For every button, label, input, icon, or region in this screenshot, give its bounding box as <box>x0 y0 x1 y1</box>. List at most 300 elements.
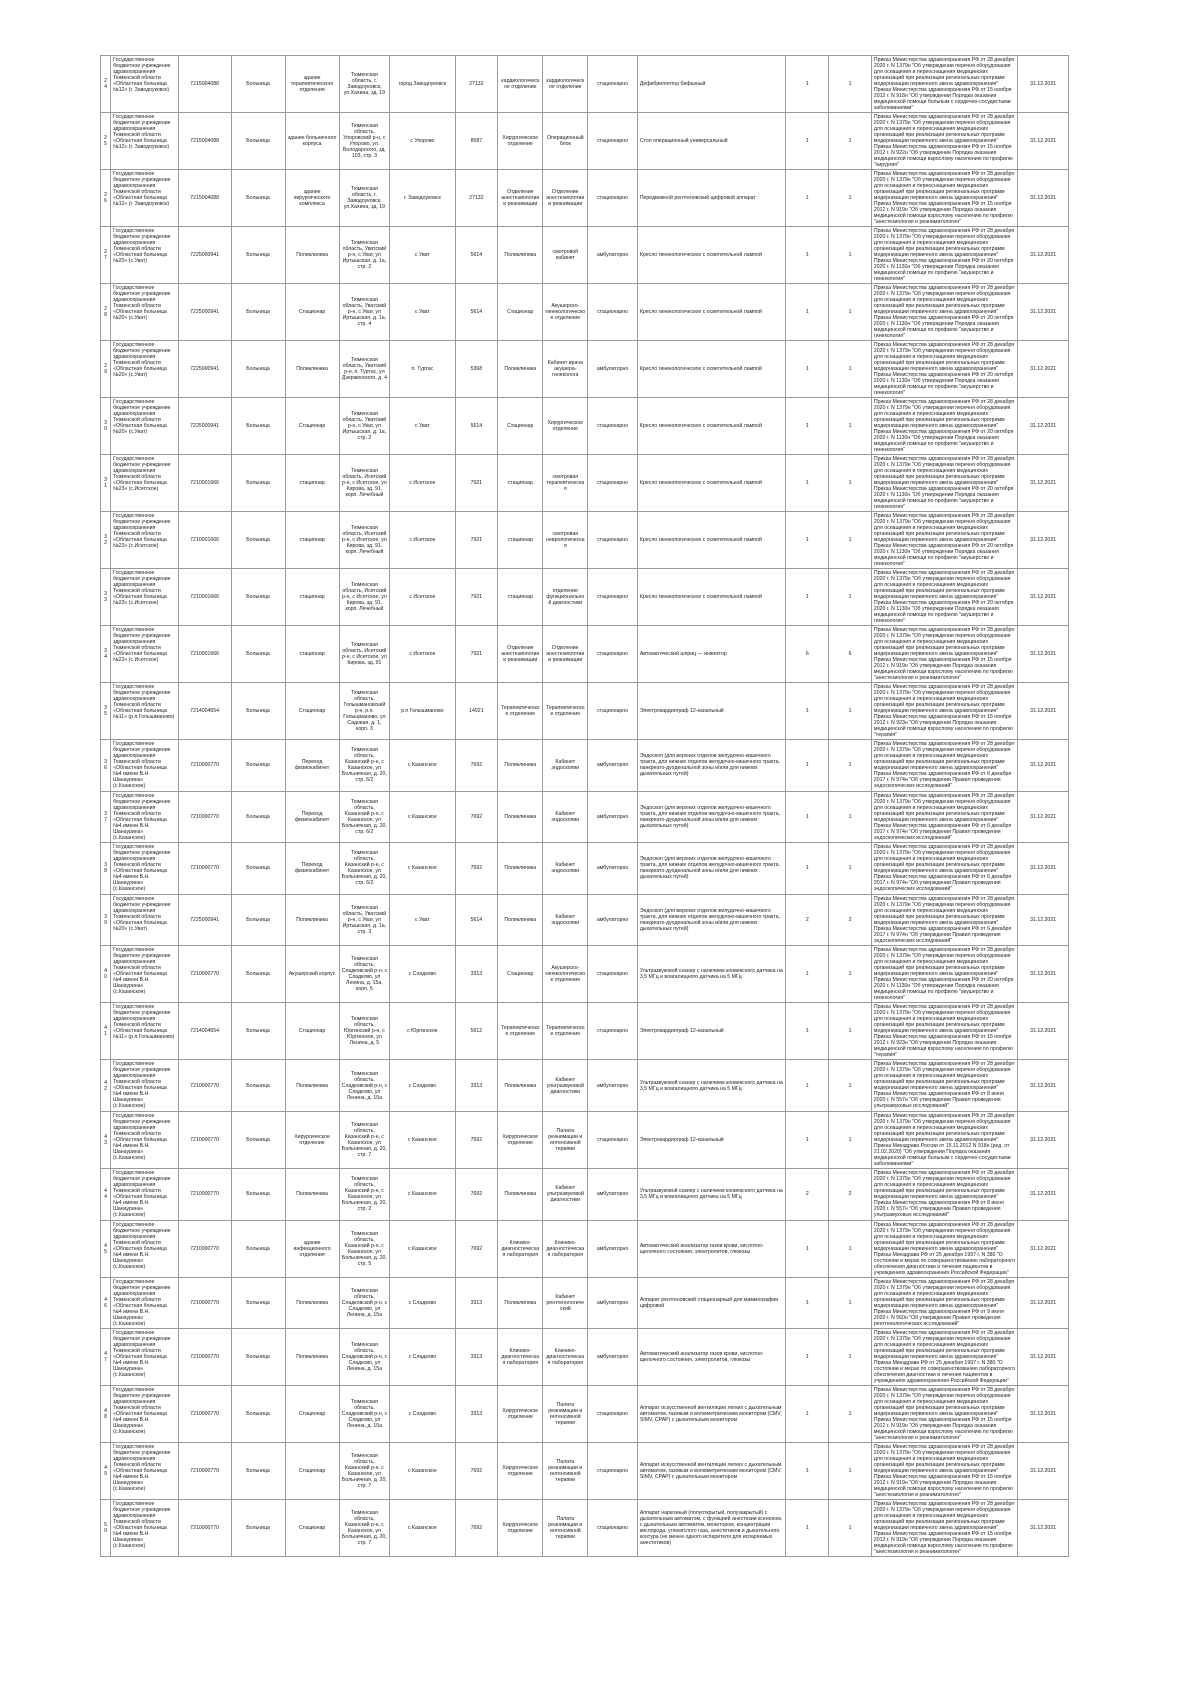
facility-type: Больница <box>231 683 285 740</box>
settlement: с Казанское <box>390 1443 455 1500</box>
organization-name: Государственное бюджетное учреждение здравоохранения Тюменской области «Областная больница №11» (р.п.Голышманово) <box>111 1003 179 1060</box>
table-row <box>101 1277 1069 1329</box>
population: 14921 <box>455 683 498 740</box>
settlement: п. Туртас <box>390 341 455 398</box>
required-quantity: 1 <box>786 1500 829 1557</box>
required-quantity: 2 <box>786 1168 829 1220</box>
population: 5612 <box>455 1003 498 1060</box>
planned-quantity: 1 <box>829 56 872 113</box>
inn: 7214004654 <box>178 1003 231 1060</box>
planned-quantity: 1 <box>829 1060 872 1112</box>
deadline-date: 31.12.2021 <box>1018 227 1069 284</box>
inn: 7210000770 <box>178 1500 231 1557</box>
inn: 7225000941 <box>178 398 231 455</box>
table-row <box>101 1168 1069 1220</box>
building-name: стационар <box>285 569 339 626</box>
population: 7692 <box>455 1168 498 1220</box>
inn: 7210001666 <box>178 512 231 569</box>
population: 3313 <box>455 1277 498 1329</box>
settlement: город Заводоуковск <box>390 56 455 113</box>
facility-type: Больница <box>231 1277 285 1329</box>
address: Тюменская область, Уватский р-н, с Уват, ул Иртышская, д. 1а, стр. 3 <box>339 894 390 946</box>
room: Палата реанимации и интенсивной терапии <box>543 1500 588 1557</box>
building-name: Переход физиокабинет <box>285 791 339 843</box>
deadline-date: 31.12.2021 <box>1018 1329 1069 1386</box>
required-quantity: 1 <box>786 1443 829 1500</box>
deadline-date: 31.12.2021 <box>1018 843 1069 895</box>
deadline-date: 31.12.2021 <box>1018 398 1069 455</box>
row-number: 33 <box>101 569 111 626</box>
row-number: 29 <box>101 341 111 398</box>
table-row <box>101 946 1069 1003</box>
department: стационар <box>498 512 543 569</box>
required-quantity: 1 <box>786 341 829 398</box>
address: Тюменская область, Сладковский р-н, с Сладково, ул Ленина, д. 15а <box>339 1329 390 1386</box>
address: Тюменская область, Уватский р-н, с Уват, ул Иртышская, д. 1а, стр. 2 <box>339 398 390 455</box>
care-condition: амбулаторно <box>588 1220 638 1277</box>
department: Терапевтическое отделение <box>498 1003 543 1060</box>
deadline-date: 31.12.2021 <box>1018 683 1069 740</box>
table-row <box>101 626 1069 683</box>
facility-type: Больница <box>231 740 285 792</box>
settlement: с Исетское <box>390 455 455 512</box>
row-number: 25 <box>101 113 111 170</box>
required-quantity: 1 <box>786 740 829 792</box>
planned-quantity: 1 <box>829 1329 872 1386</box>
equipment-name: Эндоскоп (для верхних отделов желудочно-кишечного тракта, для нижних отделов желудочно-кишечного тракта, панкреато-дуоденальной зоны и/или для нижних дыхательных путей) <box>637 843 786 895</box>
department: Хирургическое отделение <box>498 113 543 170</box>
row-number: 46 <box>101 1277 111 1329</box>
required-quantity: 2 <box>786 894 829 946</box>
population: 7692 <box>455 1111 498 1168</box>
facility-type: Больница <box>231 455 285 512</box>
organization-name: Государственное бюджетное учреждение здравоохранения Тюменской области «Областная больница №23» (с.Исетское) <box>111 626 179 683</box>
table-row <box>101 1060 1069 1112</box>
building-name: Поликлиника <box>285 1168 339 1220</box>
table-row <box>101 569 1069 626</box>
building-name: стационар <box>285 455 339 512</box>
building-name: Стационар <box>285 1003 339 1060</box>
inn: 7214004654 <box>178 683 231 740</box>
population: 5614 <box>455 894 498 946</box>
equipment-name: Автоматический анализатор газов крови, кислотно-щелочного состояния, электролитов, глюкозы <box>637 1220 786 1277</box>
care-condition: стационарно <box>588 1003 638 1060</box>
address: Тюменская область, г. Заводоуковск, ул.Хахина, зд. 19 <box>339 56 390 113</box>
regulation-reference: Приказ Министерства здравоохранения РФ от 28 декабря 2020 г. N 1379н "Об утверждении перечня оборудования для оснащения и переоснащения медицинских организаций при реализации региональных программ модернизации первичного звена здравоохранения" Приказ Министерства здравоохранения РФ от 6 декабря 2017 г. N 974н "Об утверждении Правил проведения эндоскопических исследований" <box>871 894 1017 946</box>
deadline-date: 31.12.2021 <box>1018 1003 1069 1060</box>
building-name: стационар <box>285 512 339 569</box>
settlement: с Упорово <box>390 113 455 170</box>
room: кардиологическое отделение <box>543 56 588 113</box>
address: Тюменская область, Казанский р-н, с Казанское, ул Больничная, д. 20, стр. 6/2 <box>339 791 390 843</box>
room: Отделение анестезиологии и реанимации <box>543 626 588 683</box>
planned-quantity: 1 <box>829 227 872 284</box>
table-row <box>101 455 1069 512</box>
inn: 7210001666 <box>178 455 231 512</box>
room: Операционный блок <box>543 113 588 170</box>
population: 7921 <box>455 512 498 569</box>
organization-name: Государственное бюджетное учреждение здравоохранения Тюменской области «Областная больница №4 имени В.Н. Шанаурина» (с.Казанское) <box>111 946 179 1003</box>
table-row <box>101 1111 1069 1168</box>
address: Тюменская область, Исетский р-н, с Исетское, ул Кирова, зд. 91 <box>339 626 390 683</box>
facility-type: Больница <box>231 398 285 455</box>
row-number: 38 <box>101 843 111 895</box>
department: Стационар <box>498 398 543 455</box>
building-name: Стационар <box>285 284 339 341</box>
care-condition: амбулаторно <box>588 843 638 895</box>
department: стационар <box>498 455 543 512</box>
inn: 7210000770 <box>178 843 231 895</box>
building-name: здание инфекционного отделения <box>285 1220 339 1277</box>
facility-type: Больница <box>231 341 285 398</box>
settlement: с Казанское <box>390 1500 455 1557</box>
facility-type: Больница <box>231 626 285 683</box>
facility-type: Больница <box>231 1220 285 1277</box>
equipment-name: Автоматический анализатор газов крови, кислотно-щелочного состояния, электролитов, глюкозы <box>637 1329 786 1386</box>
department: Поликлиника <box>498 227 543 284</box>
row-number: 27 <box>101 227 111 284</box>
population: 27132 <box>455 170 498 227</box>
organization-name: Государственное бюджетное учреждение здравоохранения Тюменской области «Областная больница №20» (с.Уват) <box>111 227 179 284</box>
planned-quantity: 1 <box>829 284 872 341</box>
facility-type: Больница <box>231 946 285 1003</box>
regulation-reference: Приказ Министерства здравоохранения РФ от 28 декабря 2020 г. N 1379н "Об утверждении перечня оборудования для оснащения и переоснащения медицинских организаций при реализации региональных программ модернизации первичного звена здравоохранения" Приказ Министерства здравоохранения РФ от 20 октября 2020 г. N 1130н "Об утверждении Порядка оказания медицинской помощи по профилю "акушерство и гинекология" <box>871 341 1017 398</box>
row-number: 37 <box>101 791 111 843</box>
organization-name: Государственное бюджетное учреждение здравоохранения Тюменской области «Областная больница №20» (с.Уват) <box>111 894 179 946</box>
table-row <box>101 791 1069 843</box>
department: Хирургическое отделение <box>498 1500 543 1557</box>
planned-quantity: 1 <box>829 1386 872 1443</box>
settlement: с Уват <box>390 894 455 946</box>
address: Тюменская область, Уватский р-н, п. Туртас, ул Дзержинского, д. 4 <box>339 341 390 398</box>
building-name: Поликлиника <box>285 227 339 284</box>
department: Клинико-диагностическая лаборатория <box>498 1220 543 1277</box>
room: Отделение анестезиологии и реанимации <box>543 170 588 227</box>
building-name: Переход физиокабинет <box>285 740 339 792</box>
inn: 7215004088 <box>178 56 231 113</box>
deadline-date: 31.12.2021 <box>1018 170 1069 227</box>
regulation-reference: Приказ Министерства здравоохранения РФ от 28 декабря 2020 г. N 1379н "Об утверждении перечня оборудования для оснащения и переоснащения медицинских организаций при реализации региональных программ модернизации первичного звена здравоохранения" Приказ Министерства здравоохранения РФ от 15 ноября 2012 г. N 919н "Об утверждении Порядка оказания медицинской помощи взрослому населению по профилю "анестезиология и реаниматология" <box>871 626 1017 683</box>
regulation-reference: Приказ Министерства здравоохранения РФ от 28 декабря 2020 г. N 1379н "Об утверждении перечня оборудования для оснащения и переоснащения медицинских организаций при реализации региональных программ модернизации первичного звена здравоохранения" Приказ Минздрава РФ от 25 декабря 1997 г. N 380 "О состоянии и мерах по совершенствованию лабораторного обеспечения диагностики и лечения пациентов в учреждениях здравоохранения Российской Федерации" <box>871 1329 1017 1386</box>
settlement: с Казанское <box>390 1168 455 1220</box>
facility-type: Больница <box>231 170 285 227</box>
equipment-name: Электрокардиограф 12-канальный <box>637 1111 786 1168</box>
care-condition: стационарно <box>588 56 638 113</box>
department: Поликлиника <box>498 1277 543 1329</box>
organization-name: Государственное бюджетное учреждение здравоохранения Тюменской области «Областная больница №4 имени В.Н. Шанаурина» (с.Казанское) <box>111 1500 179 1557</box>
building-name: Стационар <box>285 1443 339 1500</box>
care-condition: амбулаторно <box>588 1329 638 1386</box>
address: Тюменская область, Исетский р-н, с Исетское, ул Кирова, зд. 91, корп. Лечебный <box>339 512 390 569</box>
inn: 7210000770 <box>178 1443 231 1500</box>
building-name: Поликлиника <box>285 1277 339 1329</box>
equipment-name: Кресло гинекологическое с осветительной лампой <box>637 227 786 284</box>
deadline-date: 31.12.2021 <box>1018 791 1069 843</box>
care-condition: стационарно <box>588 1386 638 1443</box>
address: Тюменская область, г. Заводоуковск, ул.Хахина, зд. 19 <box>339 170 390 227</box>
population: 7692 <box>455 843 498 895</box>
equipment-name: Эндоскоп (для верхних отделов желудочно-кишечного тракта, для нижних отделов желудочно-кишечного тракта, панкреато-дуоденальной зоны и/или для нижних дыхательных путей) <box>637 791 786 843</box>
care-condition: стационарно <box>588 170 638 227</box>
row-number: 36 <box>101 740 111 792</box>
population: 7921 <box>455 455 498 512</box>
department: Поликлиника <box>498 341 543 398</box>
organization-name: Государственное бюджетное учреждение здравоохранения Тюменской области «Областная больница №23» (с.Исетское) <box>111 455 179 512</box>
required-quantity: 1 <box>786 1329 829 1386</box>
facility-type: Больница <box>231 1003 285 1060</box>
room: Клинико-диагностическая лаборатория <box>543 1329 588 1386</box>
organization-name: Государственное бюджетное учреждение здравоохранения Тюменской области «Областная больница №4 имени В.Н. Шанаурина» (с.Казанское) <box>111 1060 179 1112</box>
organization-name: Государственное бюджетное учреждение здравоохранения Тюменской области «Областная больница №4 имени В.Н. Шанаурина» (с.Казанское) <box>111 740 179 792</box>
regulation-reference: Приказ Министерства здравоохранения РФ от 28 декабря 2020 г. N 1379н "Об утверждении перечня оборудования для оснащения и переоснащения медицинских организаций при реализации региональных программ модернизации первичного звена здравоохранения" Приказ Министерства здравоохранения РФ от 20 октября 2020 г. N 1130н "Об утверждении Порядка оказания медицинской помощи по профилю "акушерство и гинекология" <box>871 946 1017 1003</box>
room: Кабинет эндоскопии <box>543 791 588 843</box>
department: Хирургическое отделение <box>498 1386 543 1443</box>
required-quantity: 1 <box>786 512 829 569</box>
facility-type: Больница <box>231 1329 285 1386</box>
equipment-name: Кресло гинекологическое с осветительной лампой <box>637 512 786 569</box>
settlement: с Казанское <box>390 1220 455 1277</box>
deadline-date: 31.12.2021 <box>1018 894 1069 946</box>
care-condition: стационарно <box>588 946 638 1003</box>
address: Тюменская область, Юргинский р-н, с Юргинское, ул Ленина, д. 5 <box>339 1003 390 1060</box>
population: 7921 <box>455 626 498 683</box>
facility-type: Больница <box>231 113 285 170</box>
settlement: с Казанское <box>390 843 455 895</box>
settlement: с Сладково <box>390 946 455 1003</box>
row-number: 39 <box>101 894 111 946</box>
address: Тюменская область, Исетский р-н, с Исетское, ул Кирова, зд. 91, корп. Лечебный <box>339 455 390 512</box>
population: 3313 <box>455 1329 498 1386</box>
facility-type: Больница <box>231 56 285 113</box>
settlement: с Уват <box>390 227 455 284</box>
address: Тюменская область, Казанский р-н, с Казанское, ул Больничная, д. 20, стр. 7 <box>339 1111 390 1168</box>
deadline-date: 31.12.2021 <box>1018 1168 1069 1220</box>
room: смотровая терапевтическая <box>543 455 588 512</box>
deadline-date: 31.12.2021 <box>1018 626 1069 683</box>
care-condition: стационарно <box>588 398 638 455</box>
inn: 7225000941 <box>178 284 231 341</box>
deadline-date: 31.12.2021 <box>1018 740 1069 792</box>
department: Поликлиника <box>498 791 543 843</box>
inn: 7210000770 <box>178 1329 231 1386</box>
row-number: 28 <box>101 284 111 341</box>
inn: 7210000770 <box>178 1386 231 1443</box>
population: 7692 <box>455 1443 498 1500</box>
organization-name: Государственное бюджетное учреждение здравоохранения Тюменской области «Областная больница №20» (с.Уват) <box>111 341 179 398</box>
address: Тюменская область, Сладковский р-н, с Сладково, ул Ленина, д. 15а <box>339 1277 390 1329</box>
table-row <box>101 1003 1069 1060</box>
required-quantity: 1 <box>786 170 829 227</box>
room: Терапевтическое отделение <box>543 1003 588 1060</box>
address: Тюменская область, Сладковский р-н, с Сладково, ул Ленина, д. 15а <box>339 1386 390 1443</box>
population: 8587 <box>455 113 498 170</box>
organization-name: Государственное бюджетное учреждение здравоохранения Тюменской области «Областная больница №20» (с.Уват) <box>111 284 179 341</box>
population: 5368 <box>455 341 498 398</box>
regulation-reference: Приказ Министерства здравоохранения РФ от 28 декабря 2020 г. N 1379н "Об утверждении перечня оборудования для оснащения и переоснащения медицинских организаций при реализации региональных программ модернизации первичного звена здравоохранения" Приказ Министерства здравоохранения РФ от 9 июня 2020 г. N 560н "Об утверждении Правил проведения рентгенологических исследований" <box>871 1277 1017 1329</box>
department: Стационар <box>498 946 543 1003</box>
care-condition: стационарно <box>588 455 638 512</box>
inn: 7210000770 <box>178 1111 231 1168</box>
deadline-date: 31.12.2021 <box>1018 341 1069 398</box>
planned-quantity: 1 <box>829 843 872 895</box>
equipment-name: Кресло гинекологическое с осветительной лампой <box>637 398 786 455</box>
table-row <box>101 740 1069 792</box>
care-condition: стационарно <box>588 113 638 170</box>
table-row <box>101 1386 1069 1443</box>
regulation-reference: Приказ Министерства здравоохранения РФ от 28 декабря 2020 г. N 1379н "Об утверждении перечня оборудования для оснащения и переоснащения медицинских организаций при реализации региональных программ модернизации первичного звена здравоохранения" Приказ Министерства здравоохранения РФ от 20 октября 2020 г. N 1130н "Об утверждении Порядка оказания медицинской помощи по профилю "акушерство и гинекология" <box>871 227 1017 284</box>
facility-type: Больница <box>231 227 285 284</box>
facility-type: Больница <box>231 512 285 569</box>
building-name: стационар <box>285 626 339 683</box>
table-row <box>101 843 1069 895</box>
building-name: здание терапевтического отделения <box>285 56 339 113</box>
row-number: 42 <box>101 1060 111 1112</box>
planned-quantity: 1 <box>829 341 872 398</box>
required-quantity: 1 <box>786 1386 829 1443</box>
address: Тюменская область, Уватский р-н, с Уват, ул Иртышская, д. 1а, стр. 2 <box>339 227 390 284</box>
facility-type: Больница <box>231 894 285 946</box>
inn: 7210001666 <box>178 626 231 683</box>
equipment-name: Эндоскоп (для верхних отделов желудочно-кишечного тракта, для нижних отделов желудочно-кишечного тракта, панкреато-дуоденальной зоны и/или для нижних дыхательных путей) <box>637 894 786 946</box>
table-row <box>101 1443 1069 1500</box>
population: 7692 <box>455 740 498 792</box>
organization-name: Государственное бюджетное учреждение здравоохранения Тюменской области «Областная больница №4 имени В.Н. Шанаурина» (с.Казанское) <box>111 1277 179 1329</box>
organization-name: Государственное бюджетное учреждение здравоохранения Тюменской области «Областная больница №23» (с.Исетское) <box>111 569 179 626</box>
required-quantity: 1 <box>786 791 829 843</box>
required-quantity: 1 <box>786 569 829 626</box>
regulation-reference: Приказ Министерства здравоохранения РФ от 28 декабря 2020 г. N 1379н "Об утверждении перечня оборудования для оснащения и переоснащения медицинских организаций при реализации региональных программ модернизации первичного звена здравоохранения" Приказ Министерства здравоохранения РФ от 8 июня 2020 г. N 557н "Об утверждении Правил проведения ультразвуковых исследований" <box>871 1168 1017 1220</box>
department: Поликлиника <box>498 1168 543 1220</box>
room: Клинико-диагностическая лаборатория <box>543 1220 588 1277</box>
settlement: с Юргинское <box>390 1003 455 1060</box>
settlement: с Сладково <box>390 1329 455 1386</box>
care-condition: амбулаторно <box>588 1060 638 1112</box>
regulation-reference: Приказ Министерства здравоохранения РФ от 28 декабря 2020 г. N 1379н "Об утверждении перечня оборудования для оснащения и переоснащения медицинских организаций при реализации региональных программ модернизации первичного звена здравоохранения" Приказ Министерства здравоохранения РФ от 20 октября 2020 г. N 1130н "Об утверждении Порядка оказания медицинской помощи по профилю "акушерство и гинекология" <box>871 512 1017 569</box>
regulation-reference: Приказ Министерства здравоохранения РФ от 28 декабря 2020 г. N 1379н "Об утверждении перечня оборудования для оснащения и переоснащения медицинских организаций при реализации региональных программ модернизации первичного звена здравоохранения" Приказ Министерства здравоохранения РФ от 15 ноября 2012 г. N 919н "Об утверждении Порядка оказания медицинской помощи взрослому населению по профилю "анестезиология и реаниматология" <box>871 170 1017 227</box>
settlement: с Исетское <box>390 626 455 683</box>
regulation-reference: Приказ Министерства здравоохранения РФ от 28 декабря 2020 г. N 1379н "Об утверждении перечня оборудования для оснащения и переоснащения медицинских организаций при реализации региональных программ модернизации первичного звена здравоохранения" Приказ Министерства здравоохранения РФ от 15 ноября 2012 г. N 922н "Об утверждении Порядка оказания медицинской помощи взрослому населению по профилю "хирургия" <box>871 113 1017 170</box>
table-row <box>101 1329 1069 1386</box>
regulation-reference: Приказ Министерства здравоохранения РФ от 28 декабря 2020 г. N 1379н "Об утверждении перечня оборудования для оснащения и переоснащения медицинских организаций при реализации региональных программ модернизации первичного звена здравоохранения" Приказ Министерства здравоохранения РФ от 15 ноября 2012 г. N 923н "Об утверждении Порядка оказания медицинской помощи взрослому населению по профилю "терапия" <box>871 683 1017 740</box>
room: Кабинет ультразвуковой диагностики <box>543 1168 588 1220</box>
facility-type: Больница <box>231 1060 285 1112</box>
facility-type: Больница <box>231 1500 285 1557</box>
deadline-date: 31.12.2021 <box>1018 1220 1069 1277</box>
organization-name: Государственное бюджетное учреждение здравоохранения Тюменской области «Областная больница №12» (г. Заводоуковск) <box>111 170 179 227</box>
equipment-name: Эндоскоп (для верхних отделов желудочно-кишечного тракта, для нижних отделов желудочно-кишечного тракта, панкреато-дуоденальной зоны и/или для нижних дыхательных путей) <box>637 740 786 792</box>
care-condition: амбулаторно <box>588 791 638 843</box>
row-number: 32 <box>101 512 111 569</box>
planned-quantity: 1 <box>829 1003 872 1060</box>
deadline-date: 31.12.2021 <box>1018 284 1069 341</box>
population: 5614 <box>455 284 498 341</box>
planned-quantity: 1 <box>829 170 872 227</box>
regulation-reference: Приказ Министерства здравоохранения РФ от 28 декабря 2020 г. N 1379н "Об утверждении перечня оборудования для оснащения и переоснащения медицинских организаций при реализации региональных программ модернизации первичного звена здравоохранения" Приказ Министерства здравоохранения РФ от 15 ноября 2012 г. N 919н "Об утверждении Порядка оказания медицинской помощи взрослому населению по профилю "анестезиология и реаниматология" <box>871 1386 1017 1443</box>
required-quantity: 1 <box>786 455 829 512</box>
planned-quantity: 1 <box>829 1277 872 1329</box>
room: Кабинет эндоскопии <box>543 843 588 895</box>
settlement: р.п Голышманово <box>390 683 455 740</box>
regulation-reference: Приказ Министерства здравоохранения РФ от 28 декабря 2020 г. N 1379н "Об утверждении перечня оборудования для оснащения и переоснащения медицинских организаций при реализации региональных программ модернизации первичного звена здравоохранения" Приказ Министерства здравоохранения РФ от 15 ноября 2012 г. N 923н "Об утверждении Порядка оказания медицинской помощи взрослому населению по профилю "терапия" <box>871 1003 1017 1060</box>
settlement: с Казанское <box>390 740 455 792</box>
facility-type: Больница <box>231 791 285 843</box>
regulation-reference: Приказ Министерства здравоохранения РФ от 28 декабря 2020 г. N 1379н "Об утверждении перечня оборудования для оснащения и переоснащения медицинских организаций при реализации региональных программ модернизации первичного звена здравоохранения" Приказ Министерства здравоохранения РФ от 20 октября 2020 г. N 1130н "Об утверждении Порядка оказания медицинской помощи по профилю "акушерство и гинекология" <box>871 569 1017 626</box>
department: Отделение анестезиологии и реанимации <box>498 626 543 683</box>
settlement: с Исетское <box>390 512 455 569</box>
inn: 7210000770 <box>178 1220 231 1277</box>
care-condition: амбулаторно <box>588 227 638 284</box>
building-name: Поликлиника <box>285 1329 339 1386</box>
room: Кабинет эндоскопии <box>543 740 588 792</box>
row-number: 43 <box>101 1111 111 1168</box>
planned-quantity: 1 <box>829 946 872 1003</box>
regulation-reference: Приказ Министерства здравоохранения РФ от 28 декабря 2020 г. N 1379н "Об утверждении перечня оборудования для оснащения и переоснащения медицинских организаций при реализации региональных программ модернизации первичного звена здравоохранения" Приказ Министерства здравоохранения РФ от 15 ноября 2012 г. N 919н "Об утверждении Порядка оказания медицинской помощи взрослому населению по профилю "анестезиология и реаниматология" <box>871 1500 1017 1557</box>
settlement: с Сладково <box>390 1060 455 1112</box>
inn: 7210000770 <box>178 791 231 843</box>
planned-quantity: 1 <box>829 398 872 455</box>
settlement: с Казанское <box>390 1111 455 1168</box>
planned-quantity: 1 <box>829 455 872 512</box>
table-row <box>101 227 1069 284</box>
population: 27132 <box>455 56 498 113</box>
address: Тюменская область, Исетский р-н, с Исетское, ул Кирова, зд. 91, корп. Лечебный <box>339 569 390 626</box>
care-condition: стационарно <box>588 1500 638 1557</box>
planned-quantity: 6 <box>829 626 872 683</box>
required-quantity: 1 <box>786 398 829 455</box>
equipment-name: Кресло гинекологическое с осветительной лампой <box>637 455 786 512</box>
planned-quantity: 1 <box>829 1220 872 1277</box>
department: Поликлиника <box>498 894 543 946</box>
required-quantity: 1 <box>786 56 829 113</box>
deadline-date: 31.12.2021 <box>1018 113 1069 170</box>
organization-name: Государственное бюджетное учреждение здравоохранения Тюменской области «Областная больница №11» (р.п.Голышманово) <box>111 683 179 740</box>
row-number: 49 <box>101 1443 111 1500</box>
equipment-name: Аппарат искусственной вентиляции легких с дыхательным автоматом, газовым и волюметрическим монитором (СМV, SIMV, CPAP) с дыхательным монитором <box>637 1386 786 1443</box>
department: Хирургическое отделение <box>498 1443 543 1500</box>
inn: 7210000770 <box>178 740 231 792</box>
building-name: Стационар <box>285 683 339 740</box>
address: Тюменская область, Сладковский р-н, с Сладково, ул Ленина, д. 15а <box>339 1060 390 1112</box>
deadline-date: 31.12.2021 <box>1018 569 1069 626</box>
required-quantity: 1 <box>786 683 829 740</box>
care-condition: амбулаторно <box>588 894 638 946</box>
care-condition: стационарно <box>588 1443 638 1500</box>
planned-quantity: 1 <box>829 113 872 170</box>
building-name: Стационар <box>285 398 339 455</box>
care-condition: стационарно <box>588 284 638 341</box>
room: Кабинет рентгенологический <box>543 1277 588 1329</box>
care-condition: амбулаторно <box>588 1168 638 1220</box>
inn: 7210000770 <box>178 1060 231 1112</box>
organization-name: Государственное бюджетное учреждение здравоохранения Тюменской области «Областная больница №20» (с.Уват) <box>111 398 179 455</box>
room: Кабинет ультразвуковой диагностики <box>543 1060 588 1112</box>
inn: 7210000770 <box>178 1168 231 1220</box>
room: Терапевтическое отделение <box>543 683 588 740</box>
table-row <box>101 113 1069 170</box>
row-number: 26 <box>101 170 111 227</box>
organization-name: Государственное бюджетное учреждение здравоохранения Тюменской области «Областная больница №4 имени В.Н. Шанаурина» (с.Казанское) <box>111 1168 179 1220</box>
equipment-name: Кресло гинекологическое с осветительной лампой <box>637 284 786 341</box>
deadline-date: 31.12.2021 <box>1018 946 1069 1003</box>
room: смотровой кабинет <box>543 227 588 284</box>
population: 7692 <box>455 1220 498 1277</box>
deadline-date: 31.12.2021 <box>1018 1443 1069 1500</box>
regulation-reference: Приказ Министерства здравоохранения РФ от 28 декабря 2020 г. N 1379н "Об утверждении перечня оборудования для оснащения и переоснащения медицинских организаций при реализации региональных программ модернизации первичного звена здравоохранения" Приказ Министерства здравоохранения РФ от 20 октября 2020 г. N 1130н "Об утверждении Порядка оказания медицинской помощи по профилю "акушерство и гинекология" <box>871 398 1017 455</box>
population: 3313 <box>455 946 498 1003</box>
planned-quantity: 1 <box>829 1111 872 1168</box>
population: 5614 <box>455 227 498 284</box>
room: Палата реанимации и интенсивной терапии <box>543 1111 588 1168</box>
